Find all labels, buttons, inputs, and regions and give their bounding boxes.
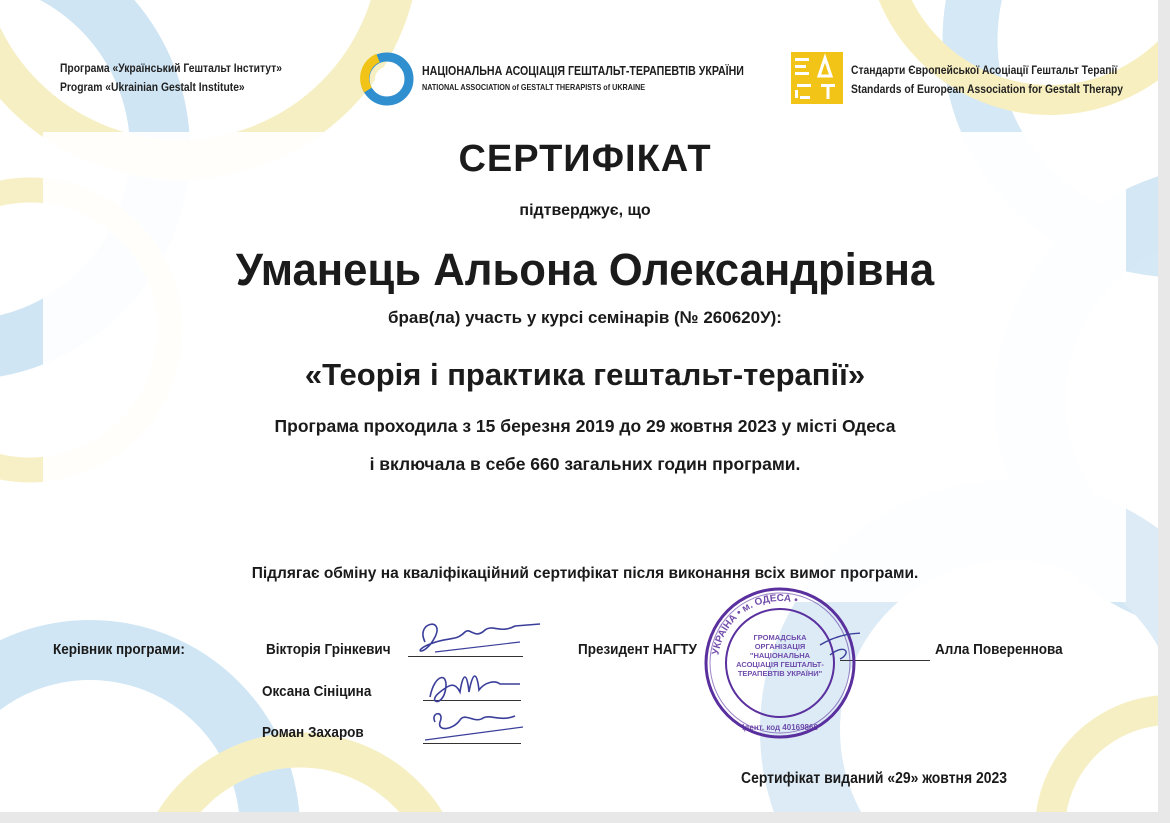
confirms-text: підтверджує, що: [519, 202, 651, 219]
president-label: Президент НАГТУ: [578, 641, 697, 658]
program-head-label: Керівник програми:: [53, 641, 185, 658]
official-stamp-icon: [700, 583, 860, 743]
head-name-2: Оксана Сініцина: [262, 683, 372, 700]
stamp-inner-text: ГРОМАДСЬКА ОРГАНІЗАЦІЯ "НАЦІОНАЛЬНА АСОЦІАЦІЯ ГЕШТАЛЬТ-ТЕРАПЕВТІВ УКРАЇНИ": [736, 633, 824, 678]
stamp-code-text: Ідент. код 40169866: [742, 723, 818, 732]
handwritten-signatures: [405, 612, 545, 752]
association-title-uk: НАЦІОНАЛЬНА АСОЦІАЦІЯ ГЕШТАЛЬТ-ТЕРАПЕВТІВ УКРАЇНИ: [422, 64, 744, 78]
course-title: «Теорія і практика гештальт-терапії»: [304, 357, 866, 392]
standards-uk-label: Стандарти Європейської Асоціації Гештальт Терапії: [851, 63, 1118, 77]
program-period-text: Програма проходила з 15 березня 2019 до 29 жовтня 2023 у місті Одеса: [274, 416, 896, 436]
head-name-1: Вікторія Грінкевич: [266, 641, 391, 658]
standards-en-label: Standards of European Association for Gestalt Therapy: [851, 82, 1124, 96]
certificate-title: СЕРТИФІКАТ: [458, 138, 712, 180]
issue-date: Сертифікат виданий «29» жовтня 2023: [741, 770, 1008, 787]
head-name-3: Роман Захаров: [262, 724, 364, 741]
course-participation-text: брав(ла) участь у курсі семінарів (№ 260620У):: [388, 308, 782, 327]
association-title-en: NATIONAL ASSOCIATION of GESTALT THERAPISTS of UKRAINE: [422, 82, 646, 92]
stamp-outer-text: УКРАЇНА • м. ОДЕСА •: [710, 592, 799, 656]
recipient-name: Уманець Альона Олександрівна: [235, 244, 935, 295]
exchange-note: Підлягає обміну на кваліфікаційний сертифікат після виконання всіх вимог програми.: [251, 565, 919, 582]
program-uk-label: Програма «Український Гештальт Інститут»: [60, 61, 282, 75]
program-en-label: Program «Ukrainian Gestalt Institute»: [60, 80, 245, 94]
nagt-logo-icon: [358, 50, 416, 108]
president-name: Алла Повереннова: [935, 641, 1063, 658]
program-hours-text: і включала в себе 660 загальних годин програми.: [369, 454, 801, 474]
eagt-logo-icon: [791, 52, 843, 104]
